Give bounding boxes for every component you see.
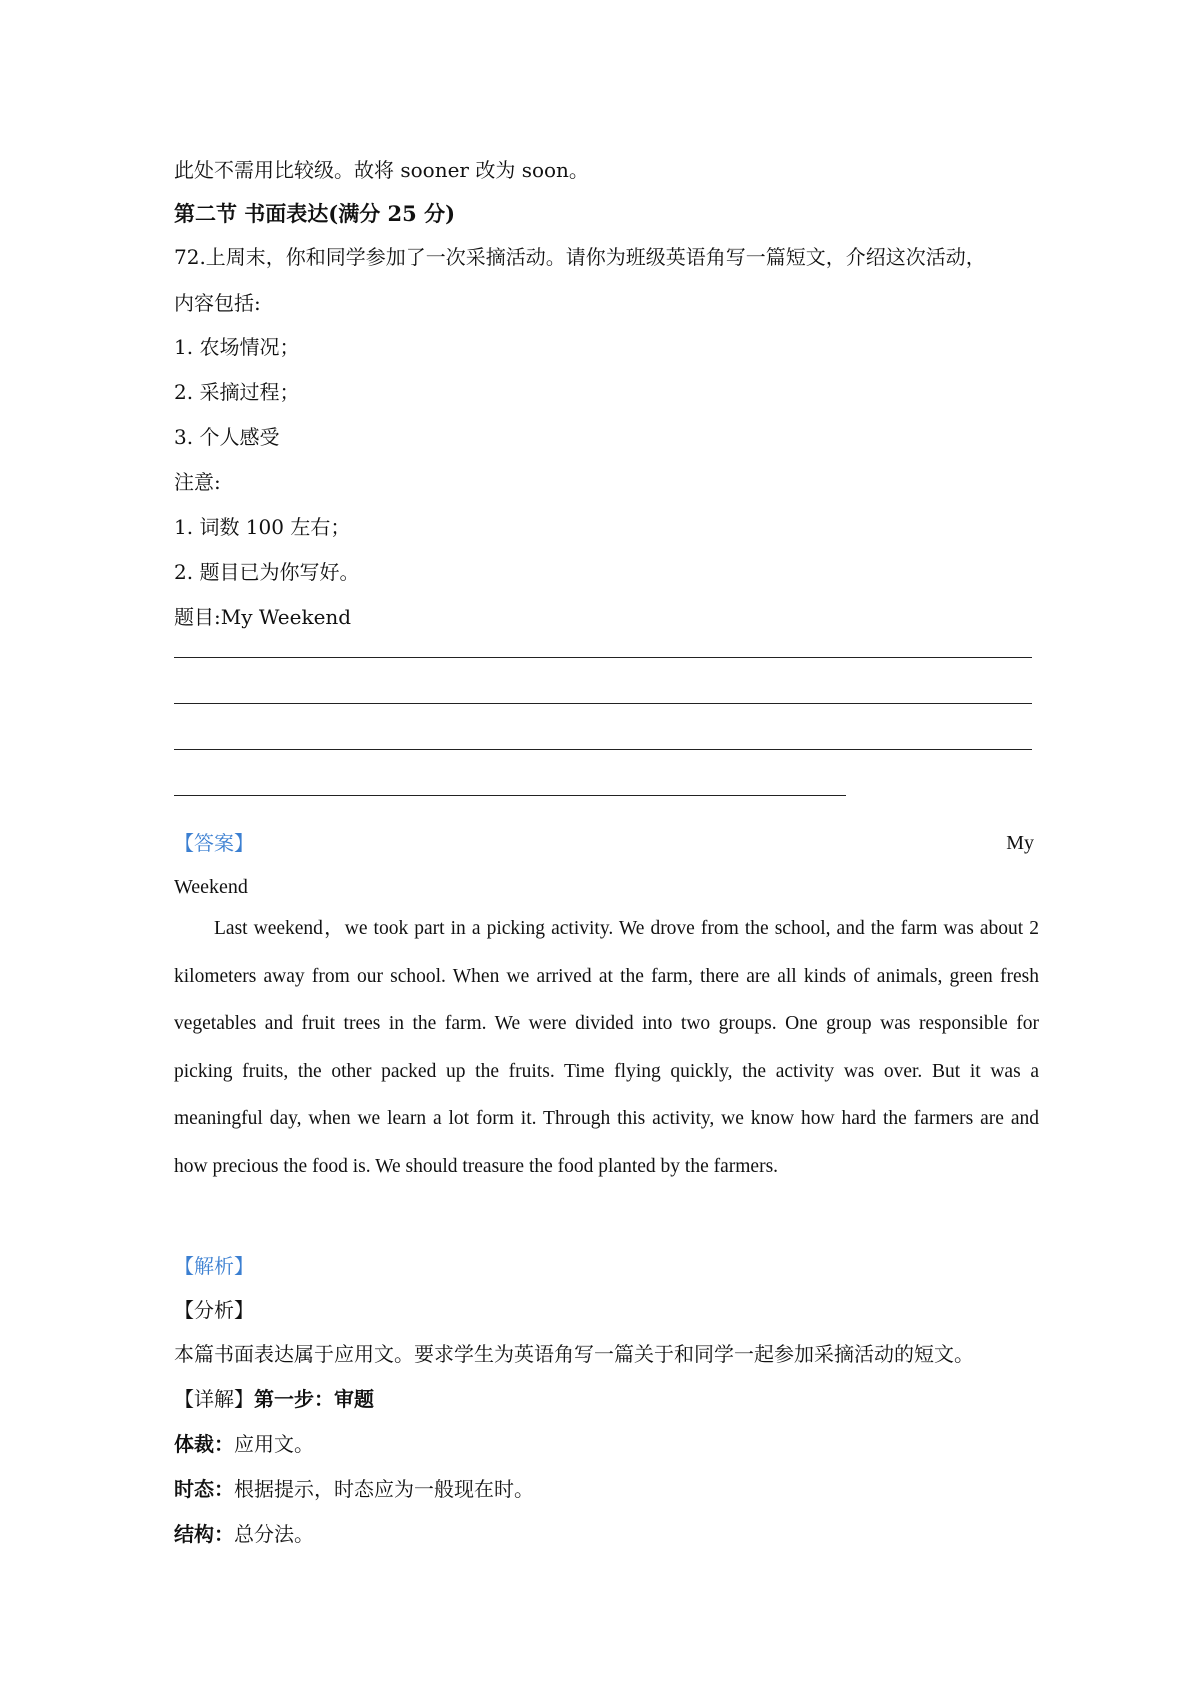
intro-line: 此处不需用比较级。故将 sooner 改为 soon。	[174, 158, 589, 182]
tense-line	[174, 1476, 1034, 1502]
answer-label: 【答案】	[174, 831, 254, 855]
note-2: 2. 题目已为你写好。	[174, 560, 360, 584]
genre-line	[174, 1431, 1034, 1457]
answer-blank-line	[174, 703, 1032, 704]
analysis-label: 【解析】	[174, 1254, 254, 1278]
essay-title-line: 题目:My Weekend	[174, 605, 352, 629]
question-line-1: 72.上周末，你和同学参加了一次采摘活动。请你为班级英语角写一篇短文，介绍这次活动，	[174, 245, 986, 269]
analysis-sub-label: 【分析】	[174, 1298, 254, 1322]
section-title: 第二节 书面表达(满分 25 分)	[174, 201, 456, 226]
answer-blank-line	[174, 657, 1032, 658]
tense-value: 根据提示，时态应为一般现在时。	[234, 1477, 534, 1501]
detail-label: 【详解】	[174, 1387, 254, 1411]
tense-label: 时态：	[174, 1477, 234, 1501]
step1-heading: 第一步：审题	[254, 1387, 374, 1411]
answer-blank-line	[174, 795, 846, 796]
answer-title-part2: Weekend	[174, 876, 248, 898]
genre-label: 体裁：	[174, 1432, 234, 1456]
answer-title-part1: My	[1006, 832, 1034, 854]
note-label: 注意:	[174, 470, 221, 494]
structure-line	[174, 1521, 1034, 1547]
analysis-text: 本篇书面表达属于应用文。要求学生为英语角写一篇关于和同学一起参加采摘活动的短文。	[174, 1342, 974, 1366]
question-item-3: 3. 个人感受	[174, 425, 280, 449]
structure-label: 结构：	[174, 1522, 234, 1546]
answer-essay	[174, 905, 1039, 1191]
answer-blank-line	[174, 749, 1032, 750]
question-line-2: 内容包括:	[174, 291, 261, 315]
question-item-2: 2. 采摘过程；	[174, 380, 300, 404]
detail-line	[174, 1386, 1034, 1412]
answer-essay-text: Last weekend，we took part in a picking activity. We drove from the school, and the farm was about 2 kilometers away from our school. When we arrived at the farm, there are all kinds of animals, green fresh vegetables and fruit trees in the farm. We were divided into two groups. One group was responsible for picking fruits, the other packed up the fruits. Time flying quickly, the activity was over. But it was a meaningful day, when we learn a lot form it. Through this activity, we know how hard the farmers are and how precious the food is. We should treasure the food planted by the farmers.	[174, 918, 1039, 1177]
question-item-1: 1. 农场情况；	[174, 335, 300, 359]
note-1: 1. 词数 100 左右；	[174, 515, 351, 539]
structure-value: 总分法。	[234, 1522, 314, 1546]
genre-value: 应用文。	[234, 1432, 314, 1456]
